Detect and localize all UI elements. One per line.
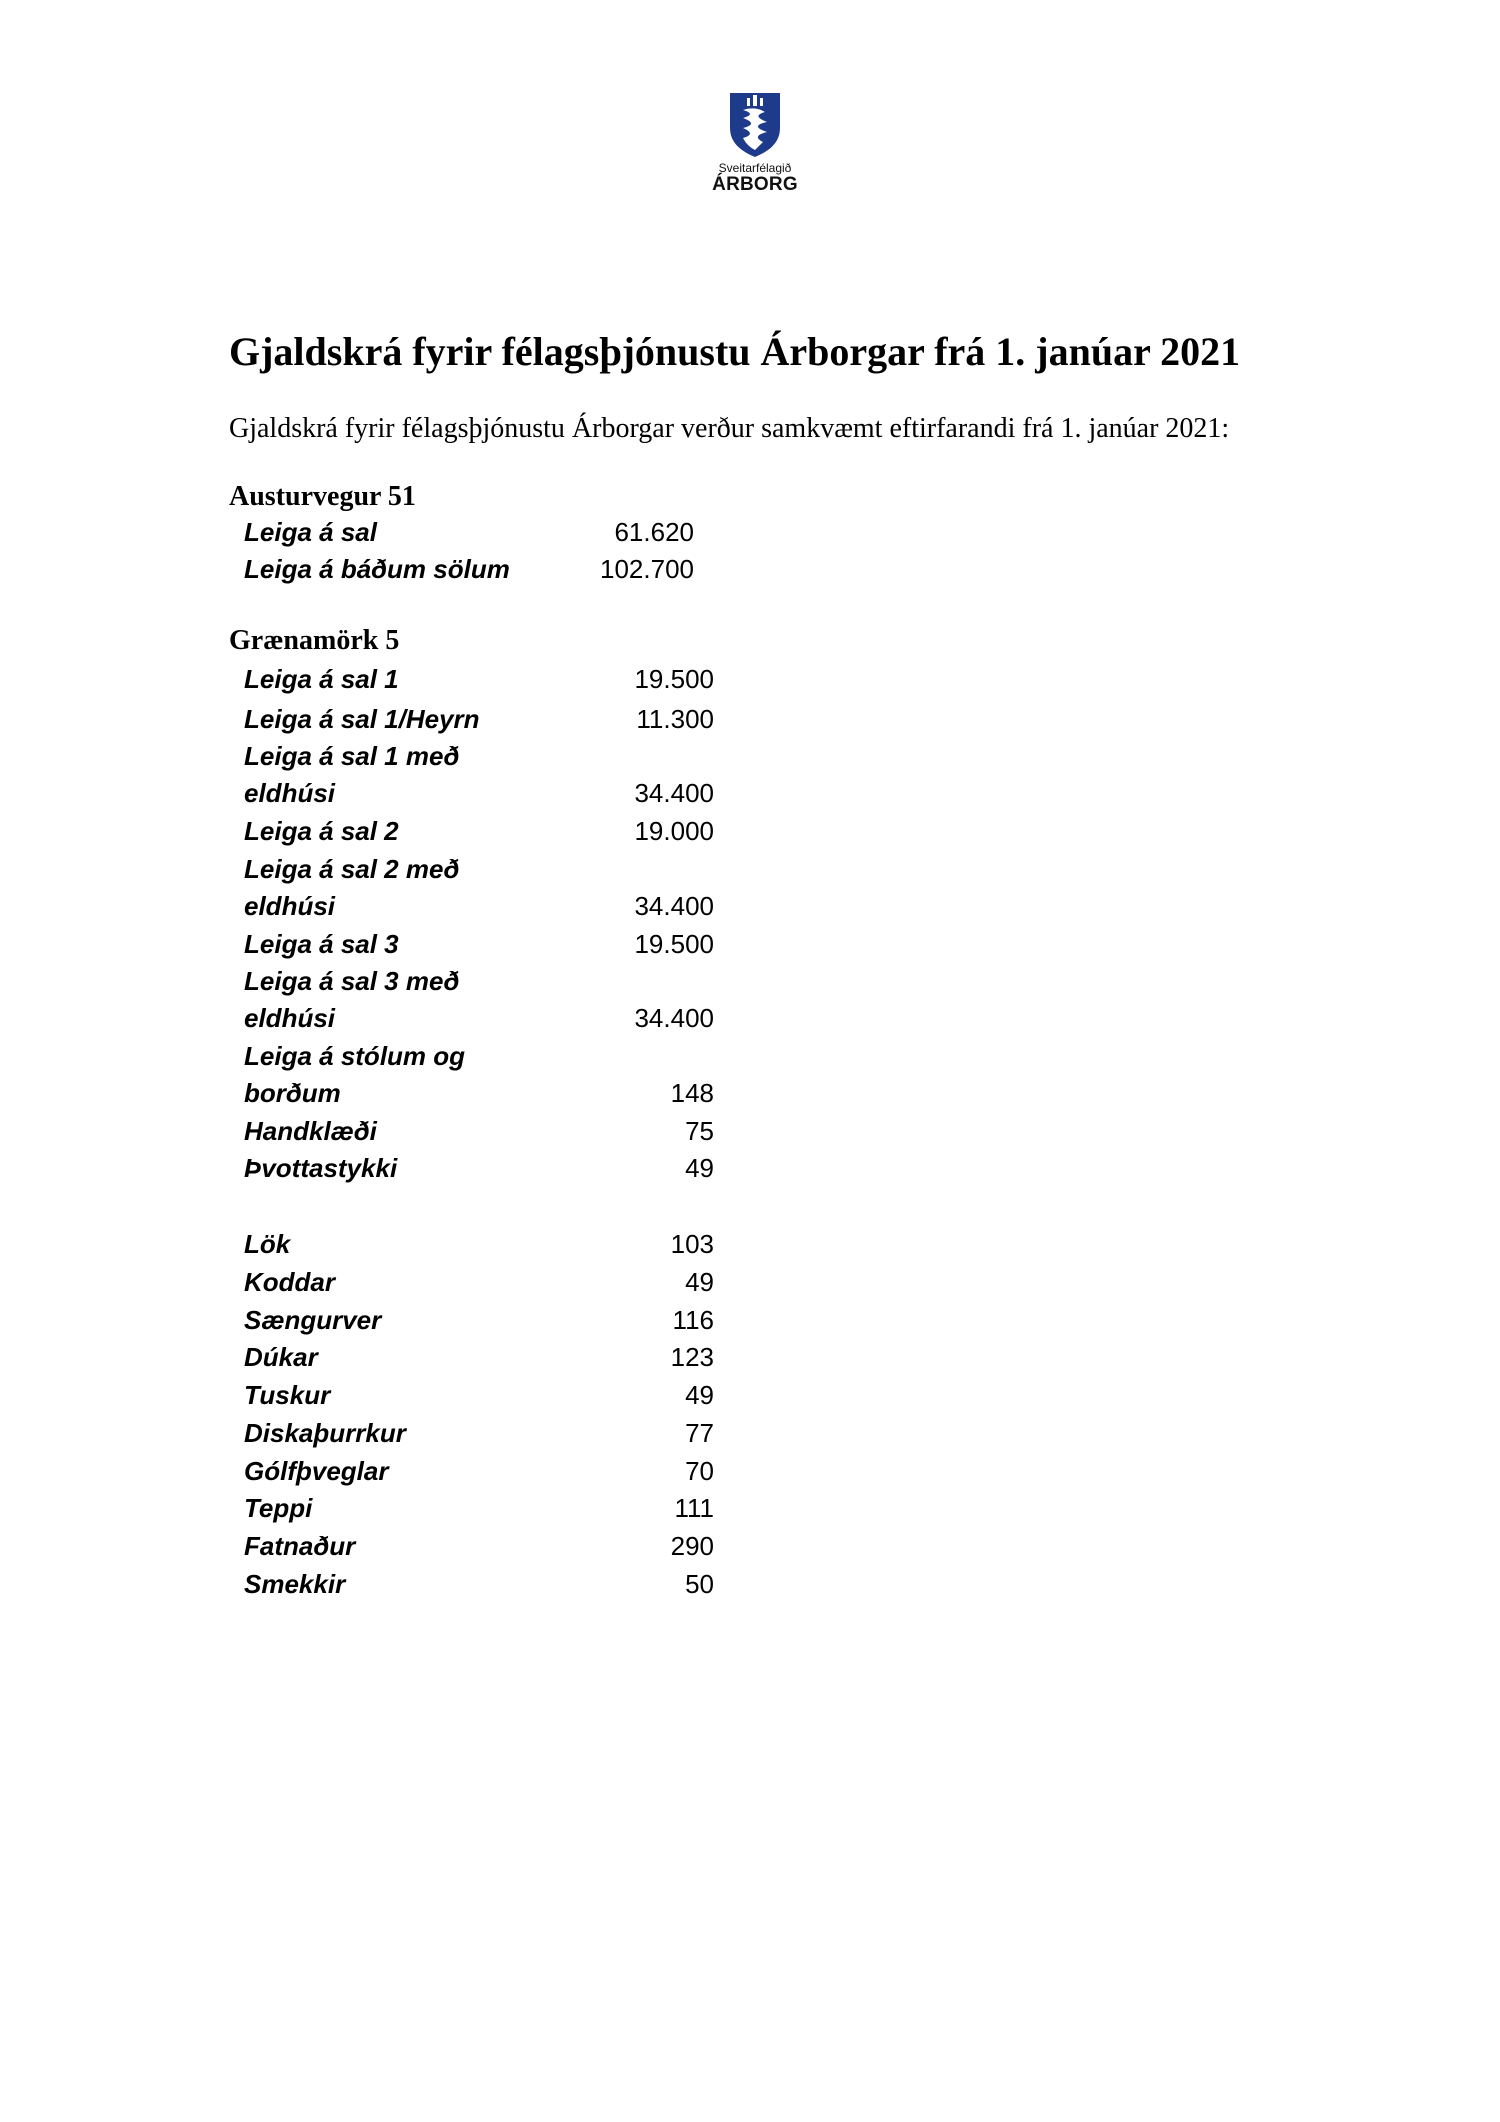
price-row (244, 1150, 714, 1186)
price-value: 49 (685, 1380, 714, 1410)
price-row (244, 963, 714, 1037)
price-label: Leiga á sal 3 (244, 929, 399, 959)
price-value: 34.400 (634, 891, 714, 921)
price-row (244, 701, 714, 737)
price-value: 50 (685, 1569, 714, 1599)
price-label: Leiga á báðum sölum (244, 554, 510, 584)
price-value: 290 (670, 1531, 714, 1561)
price-value: 19.500 (634, 929, 714, 959)
price-value: 148 (670, 1078, 714, 1108)
price-row (244, 514, 694, 550)
price-label: Leiga á sal 1/Heyrn (244, 704, 480, 734)
price-row (244, 1113, 714, 1149)
price-label: Handklæði (244, 1116, 377, 1146)
price-label: Dúkar (244, 1342, 318, 1372)
price-value: 61.620 (614, 517, 694, 547)
price-row (244, 738, 714, 812)
logo (700, 92, 810, 195)
section-heading: Austurvegur 51 (229, 481, 416, 512)
price-value: 103 (670, 1229, 714, 1259)
arborg-crest-icon (729, 92, 781, 158)
price-label: Þvottastykki (244, 1153, 398, 1183)
price-row (244, 1566, 714, 1602)
price-row (244, 926, 714, 962)
price-value: 111 (674, 1493, 714, 1523)
price-row (244, 1453, 714, 1489)
price-label: Tuskur (244, 1380, 331, 1410)
price-value: 34.400 (634, 778, 714, 808)
price-row (244, 813, 714, 849)
intro-paragraph: Gjaldskrá fyrir félagsþjónustu Árborgar verður samkvæmt eftirfarandi frá 1. janúar 2021: (229, 413, 1230, 444)
price-value: 34.400 (634, 1003, 714, 1033)
price-label: Gólfþveglar (244, 1456, 389, 1486)
price-label: Lök (244, 1229, 291, 1259)
price-row (244, 661, 714, 697)
price-row (244, 1226, 714, 1262)
price-label: Leiga á sal (244, 517, 377, 547)
price-label: Koddar (244, 1267, 335, 1297)
price-value: 70 (685, 1456, 714, 1486)
price-label: Leiga á sal 2 með eldhúsi (244, 854, 460, 921)
price-row (244, 1339, 714, 1375)
price-label: Fatnaður (244, 1531, 356, 1561)
price-label: Smekkir (244, 1569, 346, 1599)
price-value: 102.700 (600, 554, 694, 584)
price-value: 75 (685, 1116, 714, 1146)
price-value: 11.300 (636, 704, 714, 734)
price-label: Diskaþurrkur (244, 1418, 406, 1448)
price-row (244, 1377, 714, 1413)
price-label: Teppi (244, 1493, 313, 1523)
price-row (244, 551, 694, 587)
price-row (244, 1038, 714, 1112)
price-label: Leiga á sal 3 með eldhúsi (244, 966, 460, 1033)
price-label: Leiga á sal 1 (244, 664, 399, 694)
logo-place-name: ÁRBORG (712, 174, 798, 195)
price-row (244, 1415, 714, 1451)
price-label: Leiga á sal 1 með eldhúsi (244, 741, 460, 808)
price-value: 19.000 (634, 816, 714, 846)
price-value: 49 (685, 1153, 714, 1183)
price-value: 123 (670, 1342, 714, 1372)
price-row (244, 1302, 714, 1338)
price-row (244, 851, 714, 925)
price-label: Sængurver (244, 1305, 382, 1335)
price-row (244, 1264, 714, 1300)
price-row (244, 1528, 714, 1564)
page-title: Gjaldskrá fyrir félagsþjónustu Árborgar frá 1. janúar 2021 (229, 329, 1241, 374)
price-value: 77 (685, 1418, 714, 1448)
price-label: Leiga á sal 2 (244, 816, 399, 846)
price-value: 49 (685, 1267, 714, 1297)
price-label: Leiga á stólum og borðum (244, 1041, 466, 1108)
section-heading: Grænamörk 5 (229, 625, 400, 656)
logo-municipality-label: Sveitarfélagið (718, 161, 792, 175)
price-row (244, 1490, 714, 1526)
price-value: 116 (672, 1305, 714, 1335)
price-value: 19.500 (634, 664, 714, 694)
